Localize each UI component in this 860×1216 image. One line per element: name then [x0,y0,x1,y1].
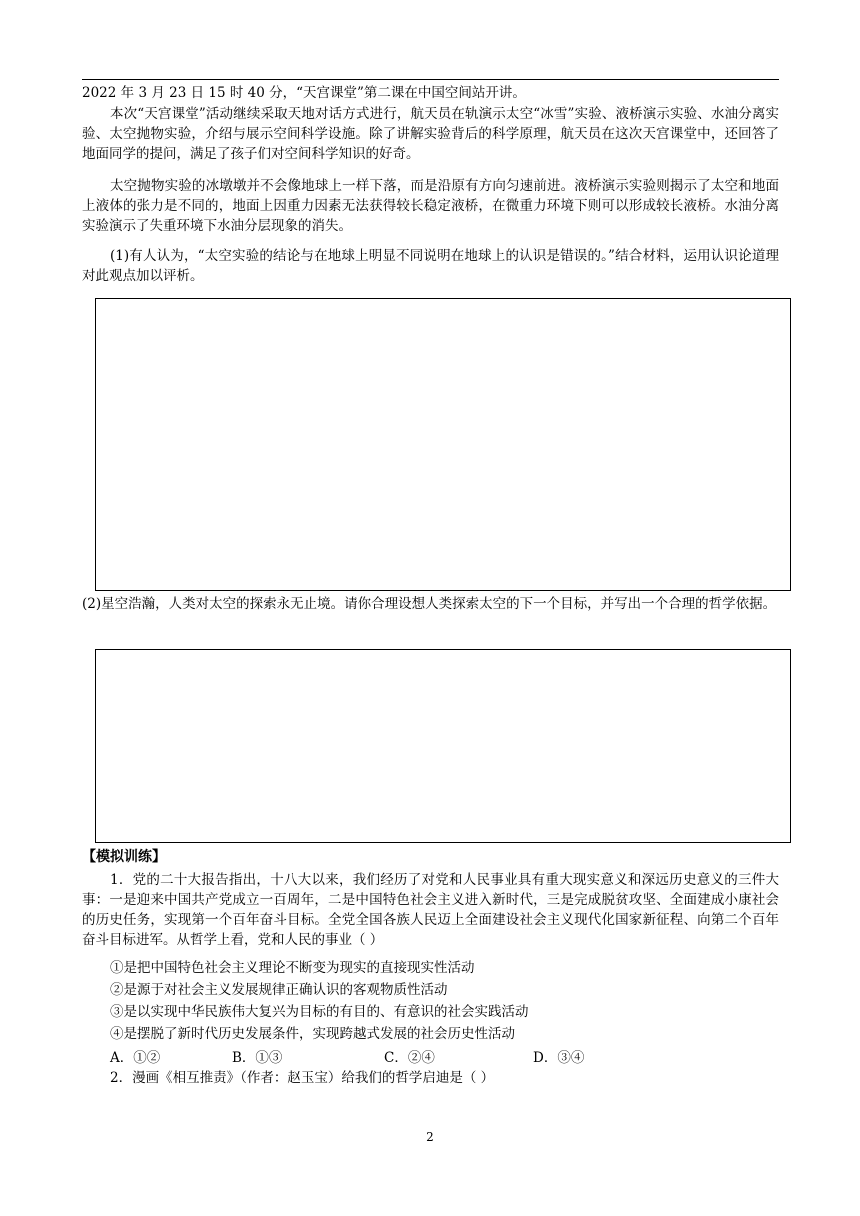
choice-b[interactable]: B．①③ [232,1050,283,1066]
choice-a[interactable]: A．①② [110,1050,161,1066]
material-paragraph-2: 本次“天宫课堂”活动继续采取天地对话方式进行，航天员在轨演示太空“冰雪”实验、液桥演示实验、水油分离实验、太空抛物实验，介绍与展示空间科学设施。除了讲解实验背后的科学原理，航天员在这次天宫课堂中，还回答了地面同学的提问，满足了孩子们对空间科学知识的好奇。 [82,106,779,162]
choice-d[interactable]: D．③④ [533,1050,585,1066]
item-1-statement-3: ③是以实现中华民族伟大复兴为目标的有目的、有意识的社会实践活动 [110,1004,529,1020]
item-1-statement-1: ①是把中国特色社会主义理论不断变为现实的直接现实性活动 [110,960,475,976]
choice-c[interactable]: C．②④ [384,1050,435,1066]
question-2: (2)星空浩瀚，人类对太空的探索永无止境。请你合理设想人类探索太空的下一个目标，并写出一个合理的哲学依据。 [82,596,777,612]
answer-box-1[interactable] [95,298,791,591]
item-1-stem: 1．党的二十大报告指出，十八大以来，我们经历了对党和人民事业具有重大现实意义和深远历史意义的三件大事：一是迎来中国共产党成立一百周年，二是中国特色社会主义进入新时代，三是完成脱贫攻坚、全面建成小康社会的历史任务，实现第一个百年奋斗目标。全党全国各族人民迈上全面建设社会主义现代化国家新征程、向第二个百年奋斗目标进军。从哲学上看，党和人民的事业（ ） [82,872,779,948]
question-1: (1)有人认为，“太空实验的结论与在地球上明显不同说明在地球上的认识是错误的。”结合材料，运用认识论道理对此观点加以评析。 [82,248,779,284]
material-paragraph-3: 太空抛物实验的冰墩墩并不会像地球上一样下落，而是沿原有方向匀速前进。液桥演示实验则揭示了太空和地面上液体的张力是不同的，地面上因重力因素无法获得较长稳定液桥，在微重力环境下则可以形成较长液桥。水油分离实验演示了失重环境下水油分层现象的消失。 [82,178,779,234]
header-rule [82,79,779,80]
answer-box-2[interactable] [95,649,791,843]
item-1-statement-4: ④是摆脱了新时代历史发展条件，实现跨越式发展的社会历史性活动 [110,1026,515,1042]
item-2-stem: 2．漫画《相互推责》（作者：赵玉宝）给我们的哲学启迪是（ ） [110,1070,495,1086]
material-paragraph-1: 2022 年 3 月 23 日 15 时 40 分，“天宫课堂”第二课在中国空间站开讲。 [82,85,526,101]
page-number: 2 [426,1130,434,1144]
section-heading: 【模拟训练】 [82,849,166,865]
item-1-statement-2: ②是源于对社会主义发展规律正确认识的客观物质性活动 [110,982,448,998]
